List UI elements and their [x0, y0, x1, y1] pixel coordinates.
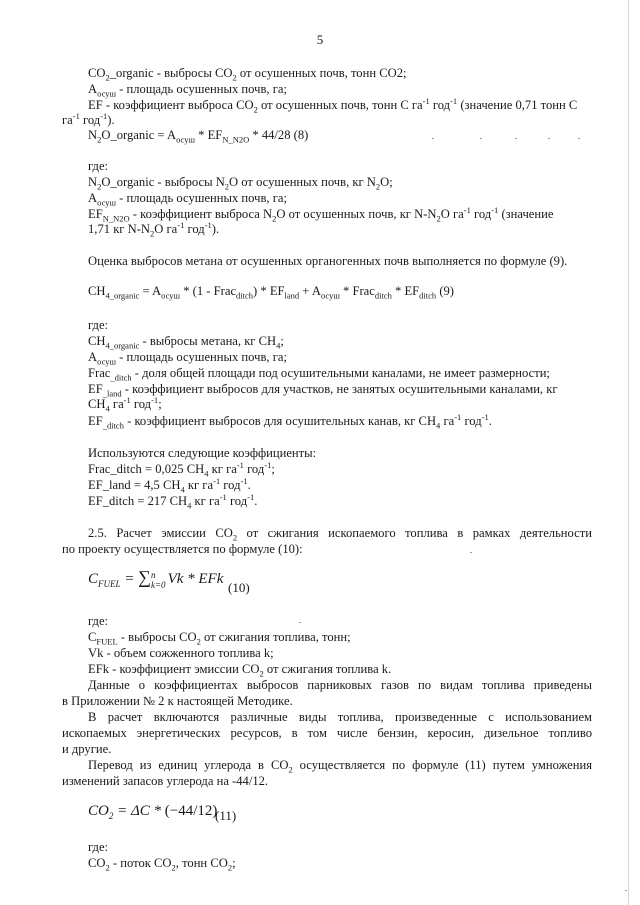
- definition-ef: EF - коэффициент выброса $CO_2$ от осушенных почв, тонн C $га^{-1}$ год$^{-1}$ (значение 0,71 тонн C: [88, 95, 578, 115]
- definition-area-drained-3: $A_{осуш}$ - площадь осушенных почв, га;: [88, 350, 287, 367]
- definition-ef-continued: $га^{-1}$ год$^{-1}$).: [62, 110, 115, 127]
- definition-ef-land: $EF_{\_land}$ - коэффициент выбросов для участков, не занятых осушительными каналами, кг: [88, 382, 558, 399]
- definition-frac-ditch: Frac$_{\_ditch}$ - доля общей площади под осушительными каналами, не имеет размерности;: [88, 366, 550, 383]
- coefficients-heading: Используются следующие коэффициенты:: [88, 446, 317, 460]
- scan-speck: [432, 138, 434, 139]
- paragraph-appendix-line-2: в Приложении № 2 к настоящей Методике.: [62, 694, 293, 708]
- formula-11: $CO_2 = \Delta C * (-44/12)$: [88, 803, 218, 821]
- definition-area-drained: $A_{осуш}$ - площадь осушенных почв, га;: [88, 82, 287, 99]
- where-label-3: где:: [88, 614, 109, 628]
- formula-9: $CH_{4\_organic} = A_{осуш} * (1$ - Frac$_{ditch}$) * $EF_{land} + A_{осуш}$ * Frac$_{ditch}$ * $EF_{ditch}$ (9): [88, 284, 455, 301]
- scan-speck: [470, 552, 472, 553]
- scan-speck: [578, 138, 580, 139]
- paragraph-fuels-line-2: ископаемых энергетических ресурсов, в том числе бензин, керосин, дизельное топливо: [62, 726, 592, 740]
- where-label-2: где:: [88, 318, 109, 332]
- coef-ef-land: EF_land = 4,5 $CH_4$ кг $га^{-1}$ год$^{-1}$.: [88, 475, 251, 495]
- scan-speck: [515, 138, 517, 139]
- formula-11-label: (11): [215, 808, 237, 823]
- scan-edge-line: [628, 0, 629, 905]
- paragraph-appendix-line-1: Данные о коэффициентах выбросов парниковых газов по видам топлива приведены: [88, 678, 592, 692]
- paragraph-fuels-line-3: и другие.: [62, 742, 112, 756]
- formula-8: $N_2O\_organic = A_{осуш} * EF_{N\_N2O} * 44/28$ (8): [88, 128, 309, 145]
- where-label: где:: [88, 159, 109, 173]
- scan-speck: [299, 622, 301, 623]
- page-number: 5: [316, 32, 324, 47]
- definition-area-drained-2: $A_{осуш}$ - площадь осушенных почв, га;: [88, 191, 287, 208]
- section-2-5-line-2: по проекту осуществляется по формуле (10):: [62, 542, 303, 556]
- definition-ef-land-continued: $CH_4$ $га^{-1}$ год$^{-1}$;: [88, 394, 162, 414]
- definition-ef-ditch: $EF_{\_ditch}$ - коэффициент выбросов для осушительных канав, кг $CH_4$ $га^{-1}$ год$^{-1}$.: [88, 411, 492, 431]
- paragraph-conversion-line-1: Перевод из единиц углерода в $CO_2$ осуществляется по формуле (11) путем умножения: [88, 758, 592, 775]
- definition-co2-flux: $CO_2$ - поток $CO_2$, тонн $CO_2$;: [88, 856, 236, 873]
- scan-speck: [480, 138, 482, 139]
- definition-ch4-organic: $CH_{4\_organic}$ - выбросы метана, кг $CH_4$;: [88, 334, 284, 351]
- definition-co2-organic: $CO_2\_organic$ - выбросы $CO_2$ от осушенных почв, тонн CO2;: [88, 66, 407, 83]
- methane-intro: Оценка выбросов метана от осушенных органогенных почв выполняется по формуле (9).: [88, 254, 568, 268]
- definition-ef-n2o: $EF_{N\_N2O}$ - коэффициент выброса $N_2O$ от осушенных почв, кг $N-N_2O$ $га^{-1}$ год$^{-1}$ (значение: [88, 204, 554, 224]
- coef-ef-ditch: EF_ditch = 217 $CH_4$ кг $га^{-1}$ год$^{-1}$.: [88, 491, 258, 511]
- paragraph-fuels-line-1: В расчет включаются различные виды топлива, произведенные с использованием: [88, 710, 592, 724]
- definition-vk: Vk - объем сожженного топлива k;: [88, 646, 274, 660]
- formula-10: $C_{FUEL}$ = ∑ n k=0 Vk * EFk: [88, 567, 224, 590]
- section-2-5-line-1: 2.5. Расчет эмиссии $CO_2$ от сжигания ископаемого топлива в рамках деятельности: [88, 526, 592, 543]
- formula-10-label: (10): [228, 580, 250, 595]
- definition-efk: EFk - коэффициент эмиссии $CO_2$ от сжигания топлива k.: [88, 662, 392, 679]
- definition-n2o-organic: $N_2O\_organic$ - выбросы $N_2O$ от осушенных почв, кг $N_2O$;: [88, 175, 393, 192]
- coef-frac-ditch: Frac_ditch = 0,025 $CH_4$ кг $га^{-1}$ год$^{-1}$;: [88, 459, 275, 479]
- scan-speck: [625, 890, 627, 891]
- definition-ef-n2o-continued: 1,71 кг $N-N_2O$ $га^{-1}$ год$^{-1}$).: [88, 219, 220, 239]
- scan-speck: [548, 138, 550, 139]
- definition-c-fuel: $C_{FUEL}$ - выбросы $CO_2$ от сжигания топлива, тонн;: [88, 630, 351, 647]
- paragraph-conversion-line-2: изменений запасов углерода на -44/12.: [62, 774, 269, 788]
- where-label-4: где:: [88, 840, 109, 854]
